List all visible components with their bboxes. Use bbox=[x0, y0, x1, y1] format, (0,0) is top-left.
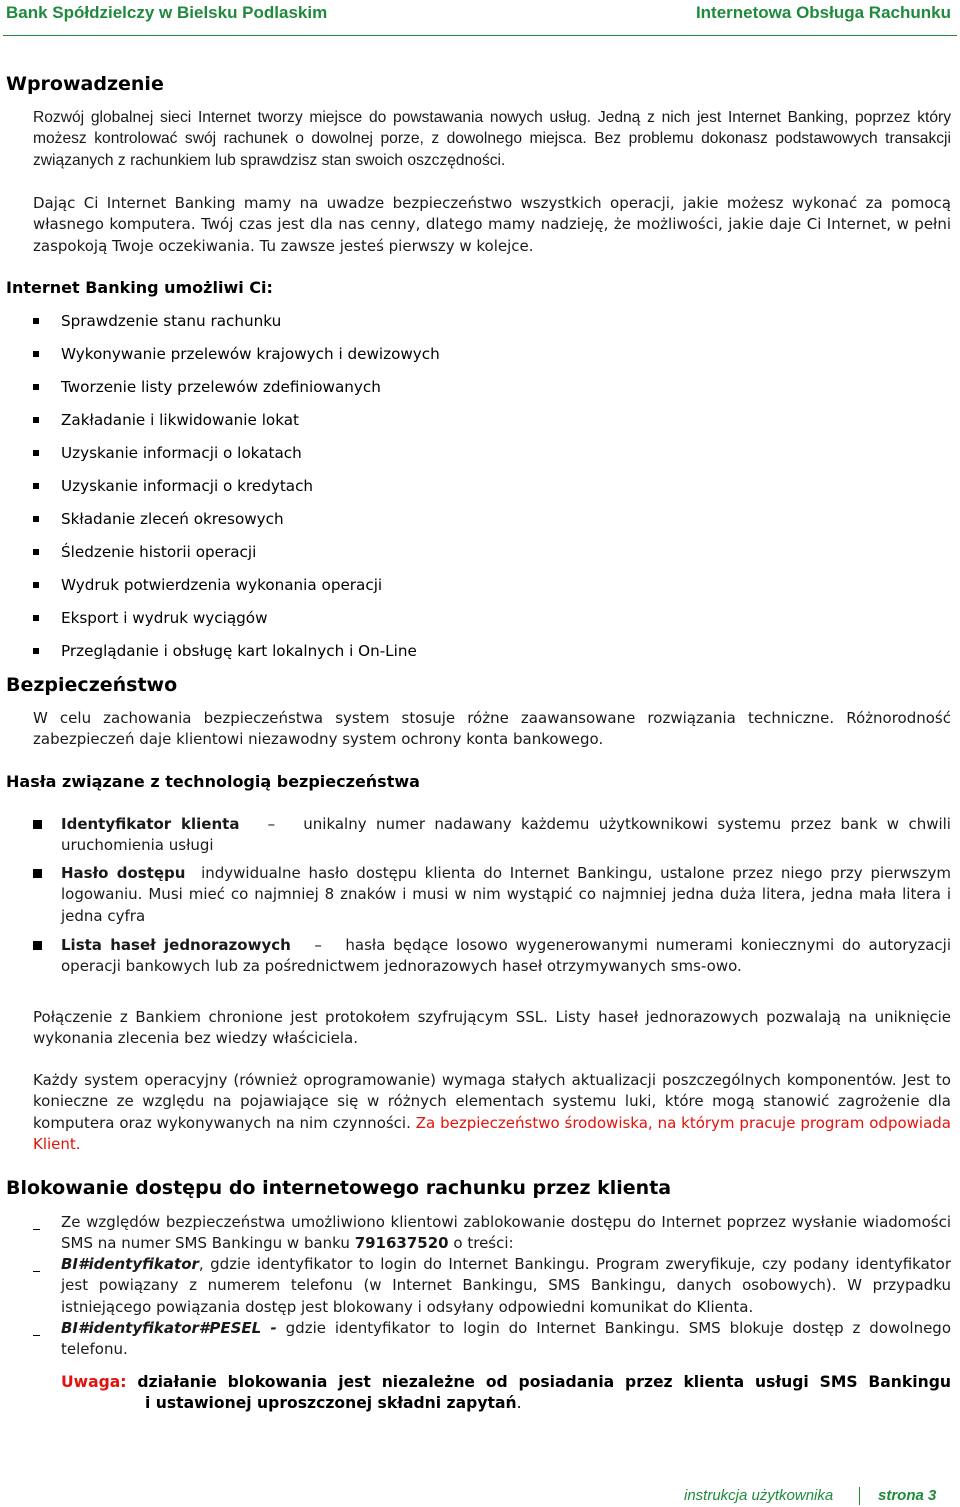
security-heading: Bezpieczeństwo bbox=[6, 674, 178, 696]
sms-command-1: BI#identyfikator bbox=[61, 1255, 199, 1273]
bullet-square-icon bbox=[33, 941, 42, 950]
list-item: BI#identyfikator, gdzie identyfikator to login do Internet Bankingu. Program zweryfikuje, czy podany identyfikator jest powiązany z numerem telefonu (w Internet Bankingu, SMS Bankingu, danych osobowych). W przypadku istniejącego powiązania dostęp jest blokowany i odsyłany odpowiedni komunikat do Klienta. bbox=[33, 1254, 951, 1318]
footer-doc-title: instrukcja użytkownika bbox=[684, 1487, 834, 1504]
features-heading: Internet Banking umożliwi Ci: bbox=[6, 278, 273, 297]
bullet-square-icon bbox=[33, 615, 39, 621]
bullet-square-icon bbox=[33, 384, 39, 390]
sms-number: 791637520 bbox=[354, 1234, 449, 1253]
bullet-dash-icon bbox=[33, 1271, 40, 1272]
bullet-square-icon bbox=[33, 549, 39, 555]
header-divider bbox=[3, 35, 957, 36]
os-paragraph: Każdy system operacyjny (również oprogramowanie) wymaga stałych aktualizacji poszczególnych komponentów. Jest to konieczne ze względu na pojawiające się w różnych elementach systemu luki, które mogą stanowić zagrożenie dla komputera oraz wykonywanych na nim czynności. Za bezpieczeństwo środowiska, na którym pracuje program odpowiada Klient. bbox=[33, 1071, 951, 1153]
security-paragraph: W celu zachowania bezpieczeństwa system stosuje różne zaawansowane rozwiązania techniczne. Różnorodność zabezpieczeń daje klientowi niezawodny system ochrony konta bankowego. bbox=[33, 709, 951, 749]
bullet-dash-icon bbox=[33, 1335, 40, 1336]
bullet-dash-icon bbox=[33, 1229, 40, 1230]
ssl-paragraph: Połączenie z Bankiem chronione jest protokołem szyfrującym SSL. Listy haseł jednorazowych pozwalają na uniknięcie wykonania zlecenia bez wiedzy właściciela. bbox=[33, 1008, 951, 1048]
sms-command-2: BI#identyfikator#PESEL - bbox=[61, 1319, 277, 1337]
intro-paragraph-2: Dając Ci Internet Banking mamy na uwadze bezpieczeństwo wszystkich operacji, jakie możesz wykonać za pomocą własnego komputera. Twój czas jest dla nas cenny, dlatego mamy nadzieję, że możliwości, jakie daje Ci Internet, w pełni zaspokoją Twoje oczekiwania. Tu zawsze jesteś pierwszy w kolejce. bbox=[33, 194, 951, 255]
bullet-square-icon bbox=[33, 869, 42, 878]
list-item: BI#identyfikator#PESEL - gdzie identyfikator to login do Internet Bankingu. SMS blokuje dostęp z dowolnego telefonu. bbox=[33, 1318, 951, 1361]
bullet-square-icon bbox=[33, 318, 39, 324]
term-access-password: Hasło dostępu bbox=[61, 864, 186, 882]
client-responsibility-note: Za bezpieczeństwo środowiska, na którym pracuje program odpowiada Klient. bbox=[33, 1113, 951, 1153]
bullet-square-icon bbox=[33, 351, 39, 357]
list-item: Hasło dostępu indywidualne hasło dostępu klienta do Internet Bankingu, ustalone przez niego przy pierwszym logowaniu. Musi mieć co najmniej 8 znaków i musi w nim wystąpić co najmniej jedna duża litera, jedna mała litera i jedna cyfra bbox=[33, 863, 951, 927]
bullet-square-icon bbox=[33, 483, 39, 489]
bullet-square-icon bbox=[33, 417, 39, 423]
list-item: Ze względów bezpieczeństwa umożliwiono klientowi zablokowanie dostępu do Internet poprzez wysłanie wiadomości SMS na numer SMS Bankingu w banku 791637520 o treści: bbox=[33, 1212, 951, 1255]
footer-page-number: strona 3 bbox=[878, 1487, 937, 1504]
term-otp-list: Lista haseł jednorazowych bbox=[61, 936, 291, 954]
bullet-square-icon bbox=[33, 820, 42, 829]
passwords-heading: Hasła związane z technologią bezpieczeństwa bbox=[6, 772, 420, 791]
term-client-id: Identyfikator klienta bbox=[61, 815, 240, 833]
warning-label: Uwaga: bbox=[61, 1373, 127, 1391]
intro-heading: Wprowadzenie bbox=[6, 73, 164, 95]
list-item: Identyfikator klienta – unikalny numer nadawany każdemu użytkownikowi systemu przez bank w chwili uruchomienia usługi bbox=[33, 814, 951, 857]
footer-divider bbox=[859, 1487, 860, 1505]
list-item: Lista haseł jednorazowych – hasła będące losowo wygenerowanymi numerami koniecznymi do autoryzacji operacji bankowych lub za pośrednictwem jednorazowych haseł otrzymywanych sms-owo. bbox=[33, 935, 951, 978]
bullet-square-icon bbox=[33, 450, 39, 456]
bullet-square-icon bbox=[33, 582, 39, 588]
bullet-square-icon bbox=[33, 648, 39, 654]
warning-note: Uwaga: działanie blokowania jest niezależne od posiadania przez klienta usługi SMS Bankingu i ustawionej uproszczonej składni zapytań. bbox=[61, 1373, 951, 1413]
header-left-title: Bank Spółdzielczy w Bielsku Podlaskim bbox=[6, 3, 328, 22]
intro-paragraph-1: Rozwój globalnej sieci Internet tworzy miejsce do powstawania nowych usług. Jedną z nich jest Internet Banking, poprzez który możesz kontrolować swój rachunek o dowolnej porze, z dowolnego miejsca. Bez problemu dokonasz podstawowych transakcji związanych z rachunkiem lub sprawdzisz stan swoich oszczędności. bbox=[33, 109, 951, 169]
header-right-title: Internetowa Obsługa Rachunku bbox=[695, 3, 951, 22]
bullet-square-icon bbox=[33, 516, 39, 522]
blocking-heading: Blokowanie dostępu do internetowego rachunku przez klienta bbox=[6, 1177, 672, 1199]
